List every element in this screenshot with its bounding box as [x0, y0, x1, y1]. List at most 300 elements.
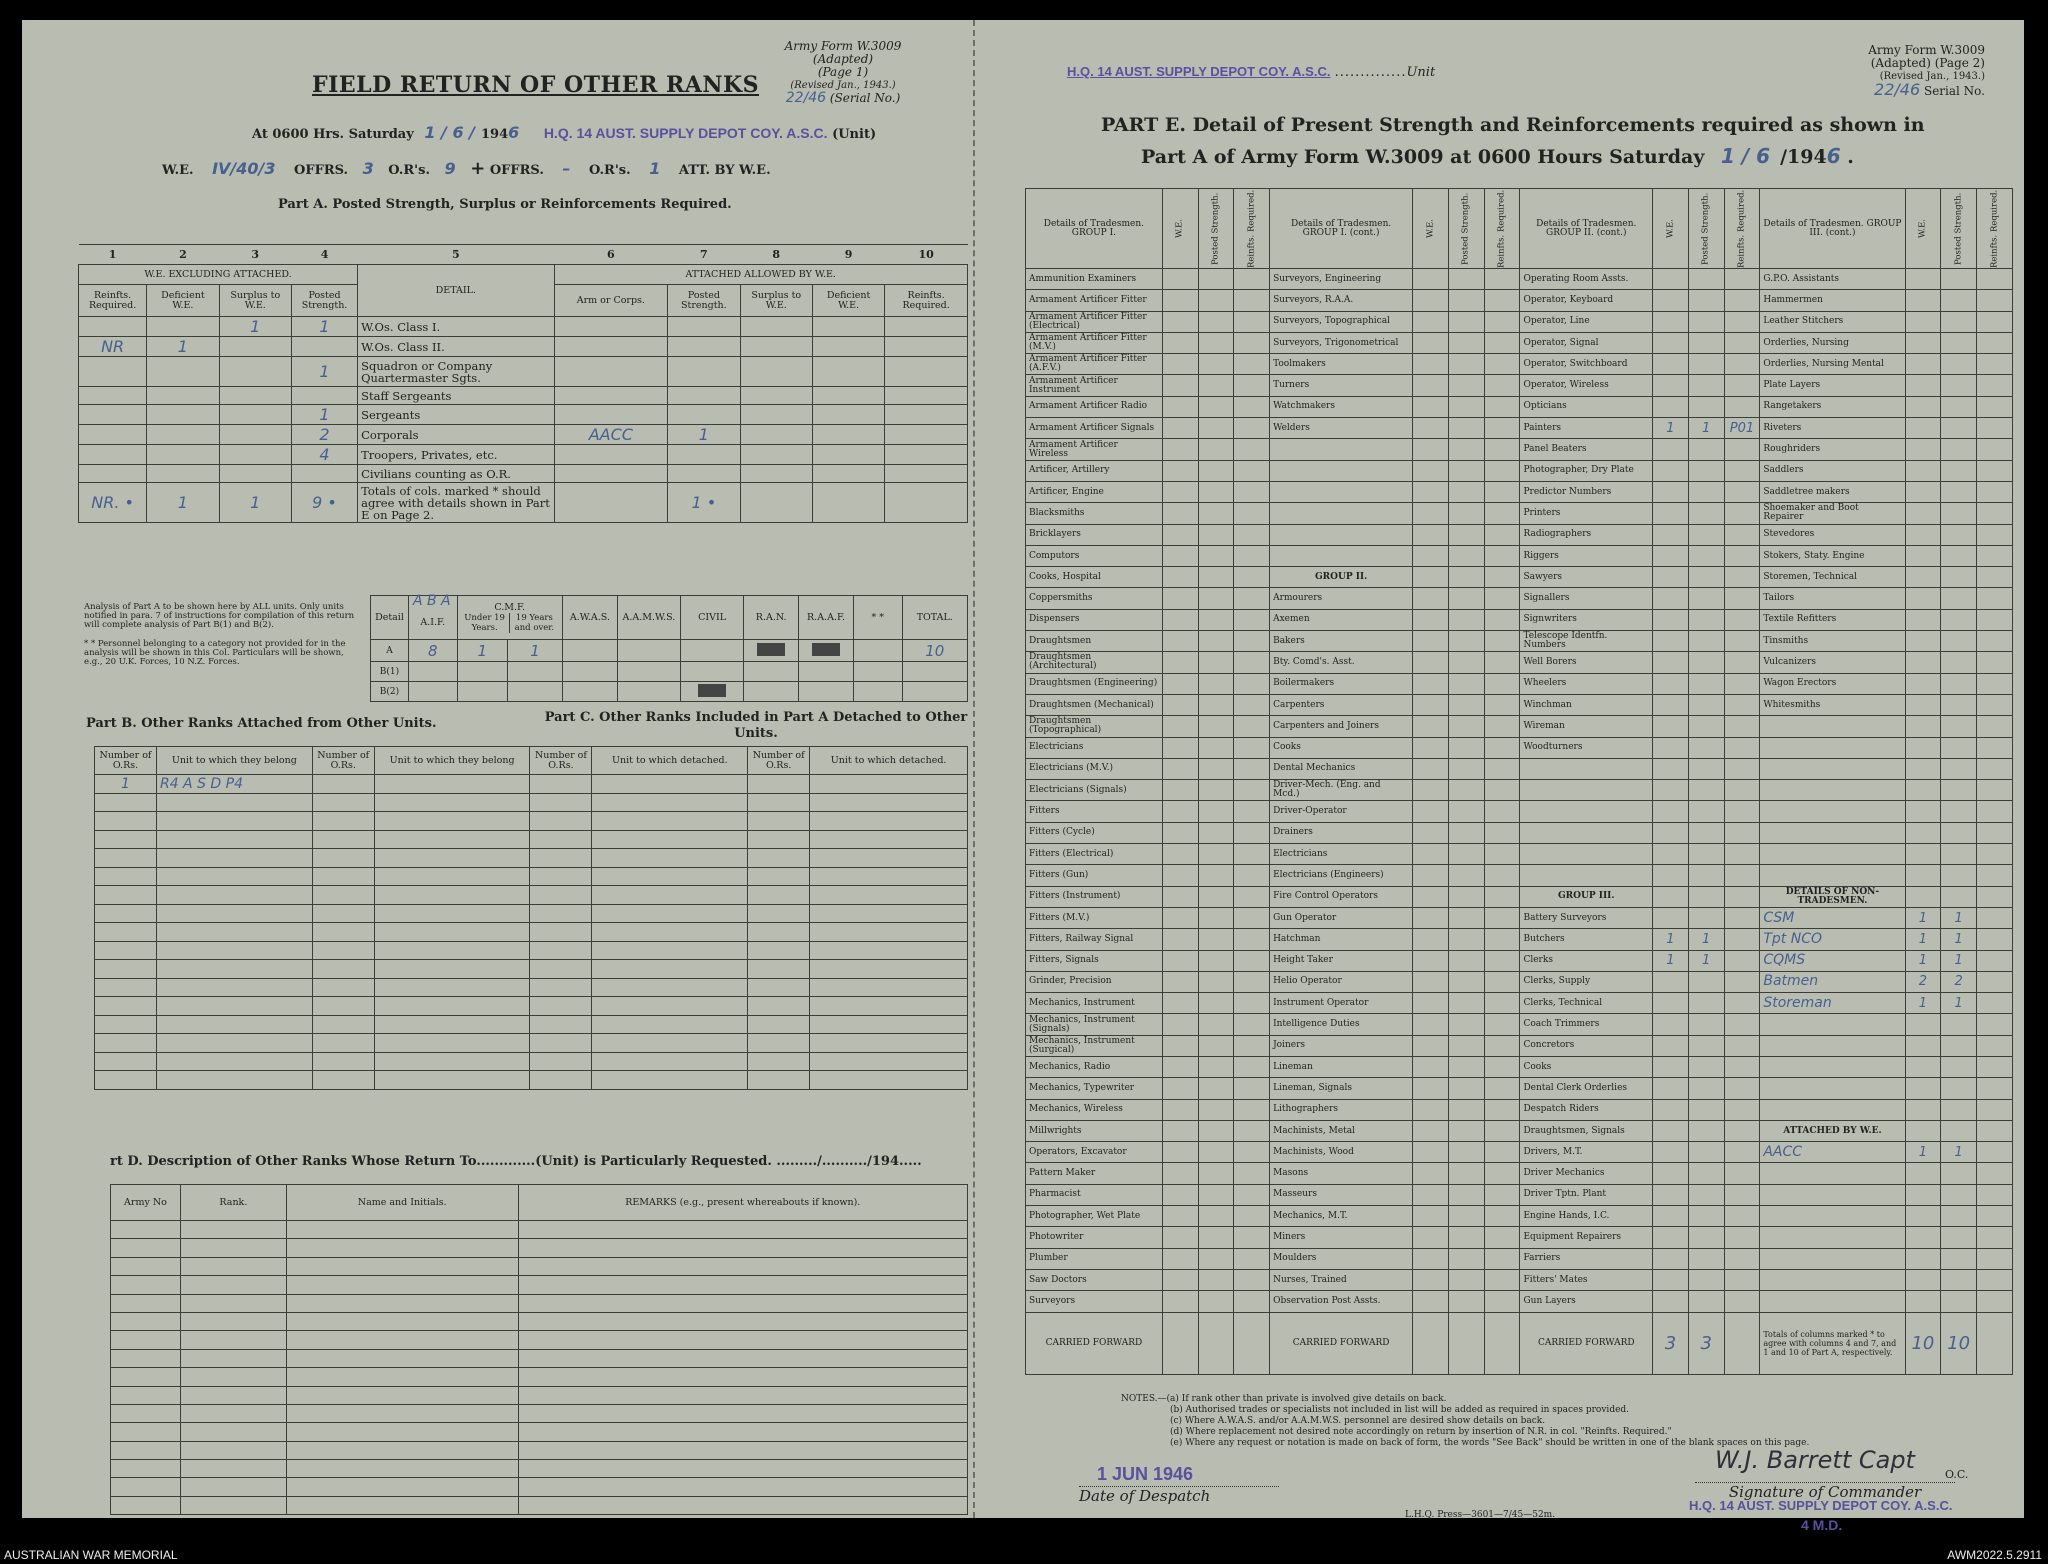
trade-name: Driver Mechanics: [1520, 1163, 1653, 1184]
row-detail: Corporals: [358, 425, 554, 445]
trade-name: Mechanics, M.T.: [1270, 1206, 1413, 1227]
trade-value: [1413, 780, 1449, 801]
part-d-cell: [180, 1368, 286, 1386]
trade-value: [1688, 503, 1724, 524]
trade-name: Drainers: [1270, 822, 1413, 843]
part-bc-row: [95, 849, 968, 868]
row-value: [668, 445, 740, 465]
trade-value: [1234, 1227, 1270, 1248]
part-bc-table: [94, 746, 968, 1090]
trade-value: [1198, 418, 1234, 439]
trade-value: [1653, 652, 1689, 673]
trade-value: [1905, 1227, 1941, 1248]
trade-value: [1977, 694, 2013, 715]
trade-value: [1724, 567, 1760, 588]
trade-value: [1653, 1184, 1689, 1205]
trade-name: [1760, 1014, 1905, 1035]
trade-name: Draughtsmen (Topographical): [1026, 716, 1163, 737]
part-bc-cell: [374, 830, 530, 849]
row-value: [554, 337, 668, 357]
row-value: [740, 465, 812, 483]
trade-value: [1688, 481, 1724, 502]
trade-value: [1448, 716, 1484, 737]
trade-value: [1977, 865, 2013, 886]
trade-name: Storeman: [1760, 993, 1905, 1014]
trade-value: [1688, 1184, 1724, 1205]
trade-value: [1198, 865, 1234, 886]
part-e-header: [1026, 189, 2013, 269]
trade-value: [1484, 716, 1520, 737]
header-line-2: [162, 158, 771, 179]
trade-value: [1484, 1078, 1520, 1099]
serial-label: (Serial No.): [829, 91, 901, 105]
trade-value: [1234, 567, 1270, 588]
trade-value: [1941, 567, 1977, 588]
part-bc-cell: [156, 812, 312, 831]
trade-name: Fitters (Electrical): [1026, 844, 1163, 865]
trade-value: [1905, 694, 1941, 715]
row-value: [812, 483, 884, 523]
part-bc-cell: [592, 978, 748, 997]
trade-name: [1760, 1056, 1905, 1077]
row-value: [79, 405, 147, 425]
trade-value: [1448, 545, 1484, 566]
part-bc-cell: [530, 941, 592, 960]
trade-value: [1162, 567, 1198, 588]
trade-value: [1413, 907, 1449, 928]
trade-value: [1905, 460, 1941, 481]
part-d-cell: [111, 1496, 181, 1514]
trade-name: Textile Refitters: [1760, 609, 1905, 630]
trade-value: [1484, 396, 1520, 417]
trade-value: [1234, 1078, 1270, 1099]
trade-value: [1484, 631, 1520, 652]
trade-value: [1162, 716, 1198, 737]
part-bc-cell: [530, 978, 592, 997]
trade-value: [1941, 609, 1977, 630]
trade-value: [1413, 1163, 1449, 1184]
trade-value: [1198, 1014, 1234, 1035]
trade-name: Driver Tptn. Plant: [1520, 1184, 1653, 1205]
trade-value: [1977, 1014, 2013, 1035]
part-d-row: [111, 1478, 968, 1496]
trade-value: [1688, 907, 1724, 928]
trade-value: [1653, 1206, 1689, 1227]
part-bc-cell: [530, 849, 592, 868]
despatch-date-stamp: 1 JUN 1946: [1097, 1464, 1194, 1484]
row-value: 1: [147, 483, 219, 523]
trade-value: [1905, 545, 1941, 566]
trade-value: 1: [1905, 1142, 1941, 1163]
trade-value: [1484, 1269, 1520, 1290]
trade-name: [1760, 758, 1905, 779]
att-label: ATT. BY W.E.: [678, 163, 771, 178]
analysis-head: R.A.N.: [744, 596, 799, 640]
part-bc-cell: [156, 867, 312, 886]
trade-value: [1484, 375, 1520, 396]
trade-name: Armourers: [1270, 588, 1413, 609]
ors-value: 9: [444, 159, 456, 178]
trade-value: [1198, 631, 1234, 652]
trade-value: [1688, 1163, 1724, 1184]
trade-value: [1413, 1269, 1449, 1290]
trade-value: [1413, 1248, 1449, 1269]
part-bc-cell: [374, 1034, 530, 1053]
trade-value: [1198, 844, 1234, 865]
trade-name: Bricklayers: [1026, 524, 1163, 545]
trade-value: [1234, 1248, 1270, 1269]
trade-value: [1724, 269, 1760, 290]
trade-value: [1413, 332, 1449, 353]
part-bc-cell: [810, 793, 968, 812]
trade-name: Bty. Comd's. Asst.: [1270, 652, 1413, 673]
trade-value: [1977, 1163, 2013, 1184]
trade-value: [1941, 460, 1977, 481]
trade-name: Draughtsmen (Architectural): [1026, 652, 1163, 673]
trade-value: [1234, 844, 1270, 865]
trade-value: [1941, 673, 1977, 694]
part-d-cell: [518, 1460, 967, 1478]
trade-value: [1162, 524, 1198, 545]
trade-value: [1413, 652, 1449, 673]
part-d-head: Army No: [111, 1185, 181, 1221]
trade-value: [1724, 865, 1760, 886]
part-bc-row: [95, 886, 968, 905]
trade-value: [1234, 652, 1270, 673]
trade-name: Drivers, M.T.: [1520, 1142, 1653, 1163]
part-d-cell: [180, 1404, 286, 1422]
trade-value: [1234, 1056, 1270, 1077]
trade-value: [1198, 886, 1234, 907]
part-bc-cell: [95, 849, 157, 868]
part-e-row: [1026, 460, 2013, 481]
trade-value: [1653, 822, 1689, 843]
part-e-row: [1026, 545, 2013, 566]
part-e-year: /194: [1780, 146, 1827, 168]
totals-note: Totals of columns marked * to agree with columns 4 and 7, and 1 and 10 of Part A, respectively.: [1760, 1312, 1905, 1374]
trade-value: [1688, 886, 1724, 907]
trade-name: [1760, 716, 1905, 737]
trade-value: [1198, 993, 1234, 1014]
row-value: [885, 387, 968, 405]
part-bc-cell: [374, 1052, 530, 1071]
part-bc-head: Unit to which detached.: [592, 747, 748, 775]
trade-value: [1653, 1142, 1689, 1163]
part-bc-cell: [592, 1015, 748, 1034]
trade-value: [1941, 844, 1977, 865]
trade-value: 1: [1653, 929, 1689, 950]
trade-value: [1162, 993, 1198, 1014]
trade-name: Winchman: [1520, 694, 1653, 715]
row-value: [147, 445, 219, 465]
trade-value: [1977, 290, 2013, 311]
analysis-row-label: A: [371, 640, 409, 662]
trade-value: [1413, 716, 1449, 737]
trade-value: [1413, 1142, 1449, 1163]
trade-value: [1941, 332, 1977, 353]
trade-value: [1448, 1099, 1484, 1120]
part-bc-cell: [592, 775, 748, 794]
trade-value: [1941, 524, 1977, 545]
row-value: AACC: [554, 425, 668, 445]
carried-forward-value: [1977, 1312, 2013, 1374]
trade-value: [1162, 929, 1198, 950]
trade-value: [1688, 609, 1724, 630]
trade-name: Electricians (Signals): [1026, 780, 1163, 801]
trade-value: [1941, 737, 1977, 758]
part-e-row: [1026, 524, 2013, 545]
part-bc-cell: [95, 904, 157, 923]
trade-value: [1724, 1120, 1760, 1141]
part-bc-cell: [530, 1034, 592, 1053]
trade-name: Nurses, Trained: [1270, 1269, 1413, 1290]
part-d-cell: [286, 1239, 518, 1257]
trade-value: [1905, 503, 1941, 524]
printer-imprint: L.H.Q. Press—3601—7/45—52m.: [1405, 1510, 1556, 1520]
part-a-row: [79, 405, 968, 425]
trade-value: [1688, 822, 1724, 843]
part-bc-row: [95, 775, 968, 794]
trade-value: [1905, 1078, 1941, 1099]
trade-value: [1977, 652, 2013, 673]
trade-value: [1484, 524, 1520, 545]
trade-value: [1941, 1099, 1977, 1120]
trade-value: [1688, 673, 1724, 694]
part-bc-cell: [748, 978, 810, 997]
trade-value: [1234, 1099, 1270, 1120]
part-bc-cell: [748, 867, 810, 886]
trade-value: [1448, 1163, 1484, 1184]
trade-name: Fitters (M.V.): [1026, 907, 1163, 928]
trade-value: [1448, 1184, 1484, 1205]
part-d-cell: [111, 1257, 181, 1275]
form-sheet: [22, 20, 2024, 1533]
part-e-row: [1026, 1227, 2013, 1248]
trade-value: [1688, 269, 1724, 290]
trade-value: [1448, 1227, 1484, 1248]
trade-value: [1688, 1206, 1724, 1227]
part-e-row: [1026, 758, 2013, 779]
trade-name: GROUP II.: [1270, 567, 1413, 588]
trade-value: [1413, 396, 1449, 417]
sub-head: Posted Strength.: [1941, 189, 1977, 269]
part-d-cell: [286, 1331, 518, 1349]
trade-value: [1413, 1014, 1449, 1035]
trade-value: [1234, 545, 1270, 566]
part-d-cell: [111, 1460, 181, 1478]
trade-value: [1653, 609, 1689, 630]
part-bc-cell: [592, 904, 748, 923]
over19-head: 19 Years and over.: [514, 612, 555, 633]
part-d-cell: [518, 1441, 967, 1459]
year-print: 194: [481, 127, 509, 142]
part-bc-cell: [748, 904, 810, 923]
part-bc-cell: [156, 1071, 312, 1090]
trade-value: [1448, 1142, 1484, 1163]
trade-name: Battery Surveyors: [1520, 907, 1653, 928]
trade-value: [1413, 1291, 1449, 1312]
trade-value: [1162, 460, 1198, 481]
form-ref-revised: (Revised Jan., 1943.): [1879, 71, 1985, 82]
part-bc-cell: [592, 941, 748, 960]
part-d-row: [111, 1221, 968, 1239]
trade-value: [1413, 460, 1449, 481]
trade-value: [1905, 524, 1941, 545]
part-bc-cell: [156, 849, 312, 868]
part-bc-cell: [156, 904, 312, 923]
trade-value: [1653, 1291, 1689, 1312]
commander-signature: W.J. Barrett Capt: [1715, 1446, 1915, 1474]
trade-name: Lineman: [1270, 1056, 1413, 1077]
trade-value: [1724, 907, 1760, 928]
trade-value: [1653, 354, 1689, 375]
part-d-row: [111, 1294, 968, 1312]
row-value: [812, 357, 884, 387]
part-bc-cell: [374, 867, 530, 886]
trade-value: [1162, 694, 1198, 715]
trade-name: Saddletree makers: [1760, 481, 1905, 502]
trade-value: [1724, 354, 1760, 375]
trade-value: [1484, 801, 1520, 822]
part-d-cell: [286, 1312, 518, 1330]
trade-value: [1198, 269, 1234, 290]
trade-value: [1162, 1056, 1198, 1077]
trade-value: [1484, 929, 1520, 950]
trade-value: [1688, 758, 1724, 779]
analysis-under19: 1: [457, 640, 508, 662]
part-bc-cell: [95, 978, 157, 997]
trade-value: [1941, 1248, 1977, 1269]
part-bc-cell: [312, 904, 374, 923]
trade-value: [1162, 1099, 1198, 1120]
trade-value: [1724, 631, 1760, 652]
trade-name: Fitters' Mates: [1520, 1269, 1653, 1290]
trade-value: [1484, 332, 1520, 353]
signature-unit-stamp: H.Q. 14 AUST. SUPPLY DEPOT COY. A.S.C.: [1689, 1498, 1953, 1513]
row-value: 9 •: [291, 483, 357, 523]
part-bc-cell: [530, 997, 592, 1016]
part-bc-cell: [810, 1015, 968, 1034]
row-value: [812, 317, 884, 337]
col-num: 10: [885, 245, 968, 265]
part-d-row: [111, 1349, 968, 1367]
trade-value: [1162, 737, 1198, 758]
trade-value: [1413, 758, 1449, 779]
row-value: [740, 405, 812, 425]
trade-value: [1688, 524, 1724, 545]
trade-name: Armament Artificer Instrument: [1026, 375, 1163, 396]
trade-value: [1234, 1163, 1270, 1184]
trade-value: [1448, 1056, 1484, 1077]
row-value: 1: [291, 357, 357, 387]
trade-value: [1905, 375, 1941, 396]
part-bc-cell: [156, 923, 312, 942]
trade-value: [1448, 481, 1484, 502]
part-bc-cell: [374, 978, 530, 997]
row-value: [740, 483, 812, 523]
trade-name: [1760, 822, 1905, 843]
part-bc-cell: [312, 960, 374, 979]
trade-value: [1941, 694, 1977, 715]
part-e-row: [1026, 929, 2013, 950]
part-bc-cell: [374, 923, 530, 942]
part-bc-cell: [95, 793, 157, 812]
row-value: [79, 357, 147, 387]
analysis-cell: [617, 640, 680, 662]
trade-name: [1270, 503, 1413, 524]
trade-name: Armament Artificer Radio: [1026, 396, 1163, 417]
part-bc-head: Unit to which they belong: [374, 747, 530, 775]
part-bc-cell: [748, 941, 810, 960]
part-bc-cell: [592, 1071, 748, 1090]
trade-value: [1905, 631, 1941, 652]
trade-value: [1198, 737, 1234, 758]
trade-value: [1941, 1227, 1977, 1248]
trade-value: [1688, 631, 1724, 652]
part-d-cell: [518, 1404, 967, 1422]
trade-value: [1162, 588, 1198, 609]
part-e-row: [1026, 311, 2013, 332]
trade-value: [1724, 290, 1760, 311]
trade-value: [1653, 737, 1689, 758]
part-bc-cell: [748, 997, 810, 1016]
trade-value: 1: [1941, 929, 1977, 950]
trade-value: 1: [1941, 993, 1977, 1014]
trade-value: [1941, 375, 1977, 396]
row-value: [291, 387, 357, 405]
part-bc-cell: [156, 941, 312, 960]
trade-value: [1977, 269, 2013, 290]
row-value: [147, 317, 219, 337]
trade-value: [1198, 503, 1234, 524]
trade-name: [1760, 1163, 1905, 1184]
trade-value: [1653, 907, 1689, 928]
trade-name: Fitters, Railway Signal: [1026, 929, 1163, 950]
part-bc-row: [95, 978, 968, 997]
trade-value: [1653, 780, 1689, 801]
part-e-row: [1026, 1056, 2013, 1077]
sub-head: Posted Strength.: [1688, 189, 1724, 269]
part-d-cell: [518, 1331, 967, 1349]
trade-value: [1484, 354, 1520, 375]
trade-value: [1653, 290, 1689, 311]
row-value: [885, 465, 968, 483]
trade-value: [1724, 1078, 1760, 1099]
aif-head: A.I.F.: [420, 616, 446, 628]
part-a-title: Part A. Posted Strength, Surplus or Reinforcements Required.: [278, 197, 732, 212]
part-bc-cell: [810, 978, 968, 997]
part-d-cell: [518, 1496, 967, 1514]
trade-value: [1162, 1120, 1198, 1141]
trade-value: [1905, 652, 1941, 673]
trade-value: [1653, 524, 1689, 545]
part-bc-cell: [810, 1034, 968, 1053]
trade-value: [1413, 694, 1449, 715]
trade-value: [1905, 418, 1941, 439]
carried-forward-label: CARRIED FORWARD: [1026, 1312, 1163, 1374]
trade-name: Artificer, Artillery: [1026, 460, 1163, 481]
trade-value: [1688, 737, 1724, 758]
trade-value: [1905, 269, 1941, 290]
col-num: 6: [554, 245, 668, 265]
trade-value: [1653, 311, 1689, 332]
trade-value: [1162, 375, 1198, 396]
trade-name: Woodturners: [1520, 737, 1653, 758]
part-bc-cell: [156, 978, 312, 997]
trade-value: [1484, 1035, 1520, 1056]
trade-value: [1162, 950, 1198, 971]
part-bc-row: [95, 867, 968, 886]
